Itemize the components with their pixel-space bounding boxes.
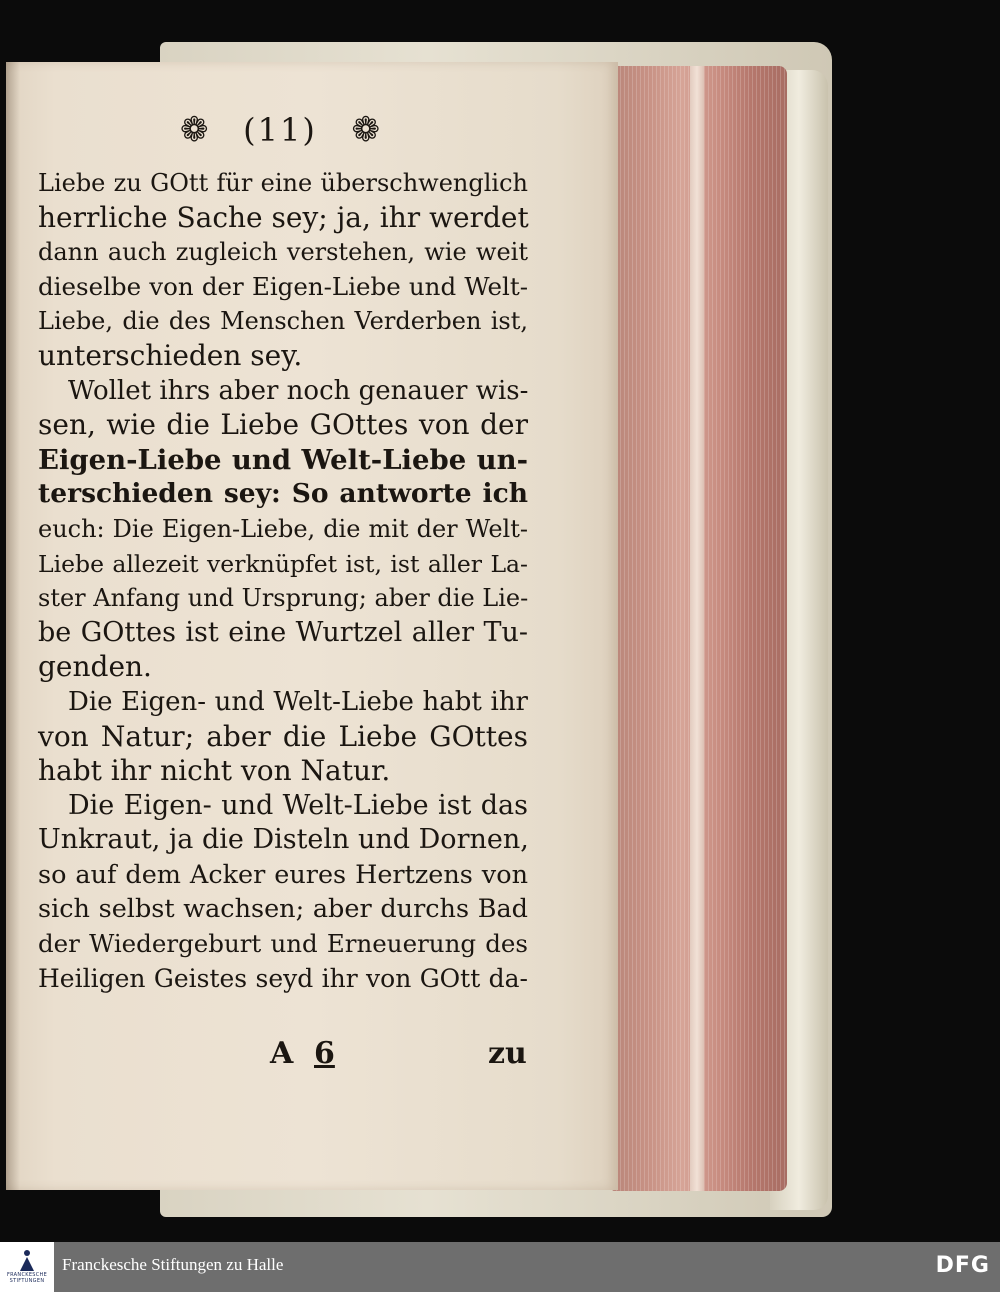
text-line: sen, wie die Liebe GOttes von der	[38, 408, 528, 442]
text-line: Unkraut, ja die Disteln und Dornen,	[38, 824, 529, 856]
logo-text-line1: FRANCKESCHE	[6, 1272, 48, 1278]
catchword: zu	[488, 1036, 527, 1071]
signature-number: 6	[314, 1036, 335, 1071]
institution-name: Franckesche Stiftungen zu Halle	[62, 1255, 284, 1274]
text-line: dieselbe von der Eigen-Liebe und Welt-	[38, 271, 528, 301]
text-line: dann auch zugleich verstehen, wie weit	[38, 238, 528, 267]
text-line: Heiligen Geistes seyd ihr von GOtt da-	[38, 963, 528, 993]
text-line: euch: Die Eigen-Liebe, die mit der Welt-	[38, 514, 528, 543]
page-number: (11)	[243, 111, 317, 149]
text-line: von Natur; aber die Liebe GOttes	[38, 719, 528, 753]
text-line: Liebe zu GOtt für eine überschwenglich	[38, 169, 528, 197]
signature-letter: A	[270, 1036, 294, 1071]
ornament-right-icon: ❁	[351, 110, 380, 150]
gutter-shadow	[6, 62, 20, 1190]
text-line: Liebe, die des Menschen Verderben ist,	[38, 307, 528, 336]
signature-line	[270, 1036, 530, 1076]
text-line: unterschieden sey.	[38, 338, 303, 372]
logo-text-line2: STIFTUNGEN	[9, 1278, 45, 1284]
dfg-logo[interactable]: DFG	[935, 1253, 990, 1278]
text-line: habt ihr nicht von Natur.	[38, 754, 391, 788]
text-line: be GOttes ist eine Wurtzel aller Tu-	[38, 616, 528, 648]
text-line: genden.	[38, 650, 152, 684]
text-line: Liebe allezeit verknüpfet ist, ist aller La-	[38, 549, 528, 578]
text-line: ster Anfang und Ursprung; aber die Lie-	[38, 584, 529, 613]
ornament-left-icon: ❁	[180, 110, 209, 150]
text-line: Eigen-Liebe und Welt-Liebe un-	[38, 443, 528, 476]
text-line: Die Eigen- und Welt-Liebe habt ihr	[68, 686, 528, 717]
text-line: herrliche Sache sey; ja, ihr werdet	[38, 200, 529, 234]
text-line: sich selbst wachsen; aber durchs Bad	[38, 894, 528, 925]
institution-logo-icon	[16, 1250, 38, 1272]
page-header	[180, 104, 380, 156]
text-line: so auf dem Acker eures Hertzens von	[38, 859, 528, 890]
franckesche-logo[interactable]	[0, 1242, 54, 1292]
page-fore-edge-highlight	[690, 66, 704, 1191]
page-text-block	[38, 166, 528, 996]
text-line: Wollet ihrs aber noch genauer wis-	[68, 375, 529, 406]
footer-bar	[0, 1242, 1000, 1292]
text-line: Die Eigen- und Welt-Liebe ist das	[68, 789, 528, 821]
text-line: terschieden sey: So antworte ich	[38, 478, 528, 510]
text-line: der Wiedergeburt und Erneuerung des	[38, 929, 528, 959]
